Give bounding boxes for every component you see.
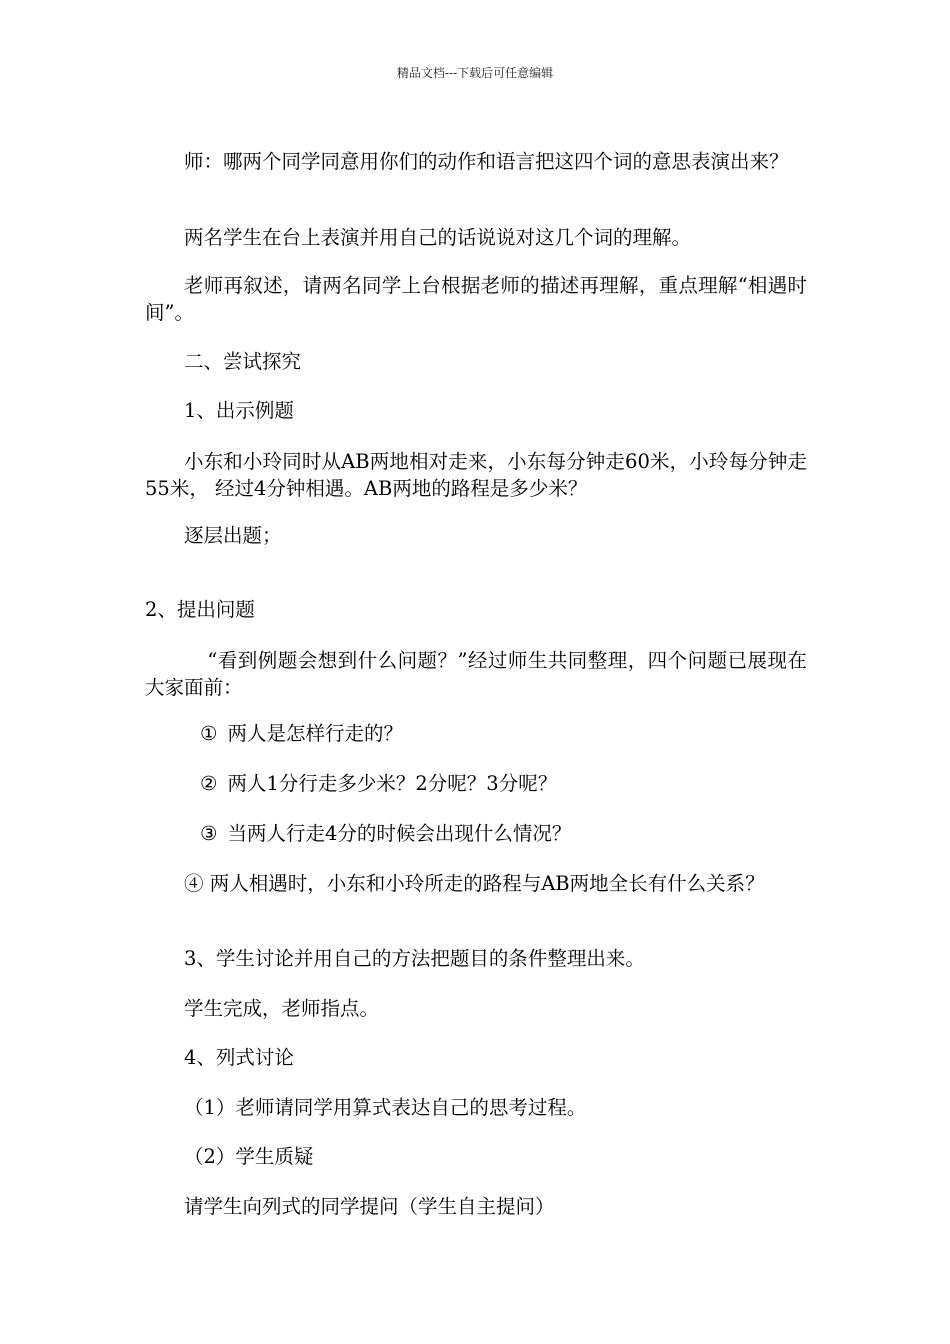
list-item-text: 两人是怎样行走的？ <box>227 722 403 745</box>
paragraph-questions-intro: “看到例题会想到什么问题？”经过师生共同整理，四个问题已展现在大家面前： <box>145 649 807 699</box>
paragraph-teacher-retell: 老师再叙述，请两名同学上台根据老师的描述再理解，重点理解“相遇时间”。 <box>145 274 807 324</box>
paragraph-student-performance: 两名学生在台上表演并用自己的话说说对这几个词的理解。 <box>184 226 692 249</box>
list-item-question-2 <box>200 770 557 797</box>
list-item-question-1 <box>200 720 403 747</box>
paragraph-step-questions: 逐层出题； <box>184 524 282 547</box>
paragraph-student-questions: 请学生向列式的同学提问（学生自主提问） <box>184 1195 555 1218</box>
subheading-example: 1、出示例题 <box>184 399 294 422</box>
list-item-text: 当两人行走4分的时候会出现什么情况？ <box>227 822 572 845</box>
list-number: ③ <box>200 822 218 845</box>
subheading-formula-discussion: 4、列式讨论 <box>184 1046 294 1069</box>
list-item-question-4: ④ 两人相遇时，小东和小玲所走的路程与AB两地全长有什么关系？ <box>184 872 765 895</box>
paragraph-formula-step-1: （1）老师请同学用算式表达自己的思考过程。 <box>184 1096 587 1119</box>
paragraph-student-discussion: 3、学生讨论并用自己的方法把题目的条件整理出来。 <box>184 947 645 970</box>
paragraph-teacher-guidance: 学生完成，老师指点。 <box>184 997 380 1020</box>
section-heading-explore: 二、尝试探究 <box>184 350 302 373</box>
paragraph-example-problem: 小东和小玲同时从AB两地相对走来，小东每分钟走60米，小玲每分钟走55米， 经过4分钟相遇。AB两地的路程是多少米？ <box>145 450 807 500</box>
subheading-raise-questions: 2、提出问题 <box>145 598 255 621</box>
list-item-question-3 <box>200 820 571 847</box>
paragraph-teacher-question: 师：哪两个同学同意用你们的动作和语言把这四个词的意思表演出来？ <box>184 150 789 173</box>
list-item-text: 两人1分行走多少米？2分呢？3分呢？ <box>227 772 558 795</box>
page-header: 精品文档---下载后可任意编辑 <box>396 66 554 80</box>
paragraph-formula-step-2: （2）学生质疑 <box>184 1145 314 1168</box>
list-number: ② <box>200 772 218 795</box>
list-number: ① <box>200 722 218 745</box>
